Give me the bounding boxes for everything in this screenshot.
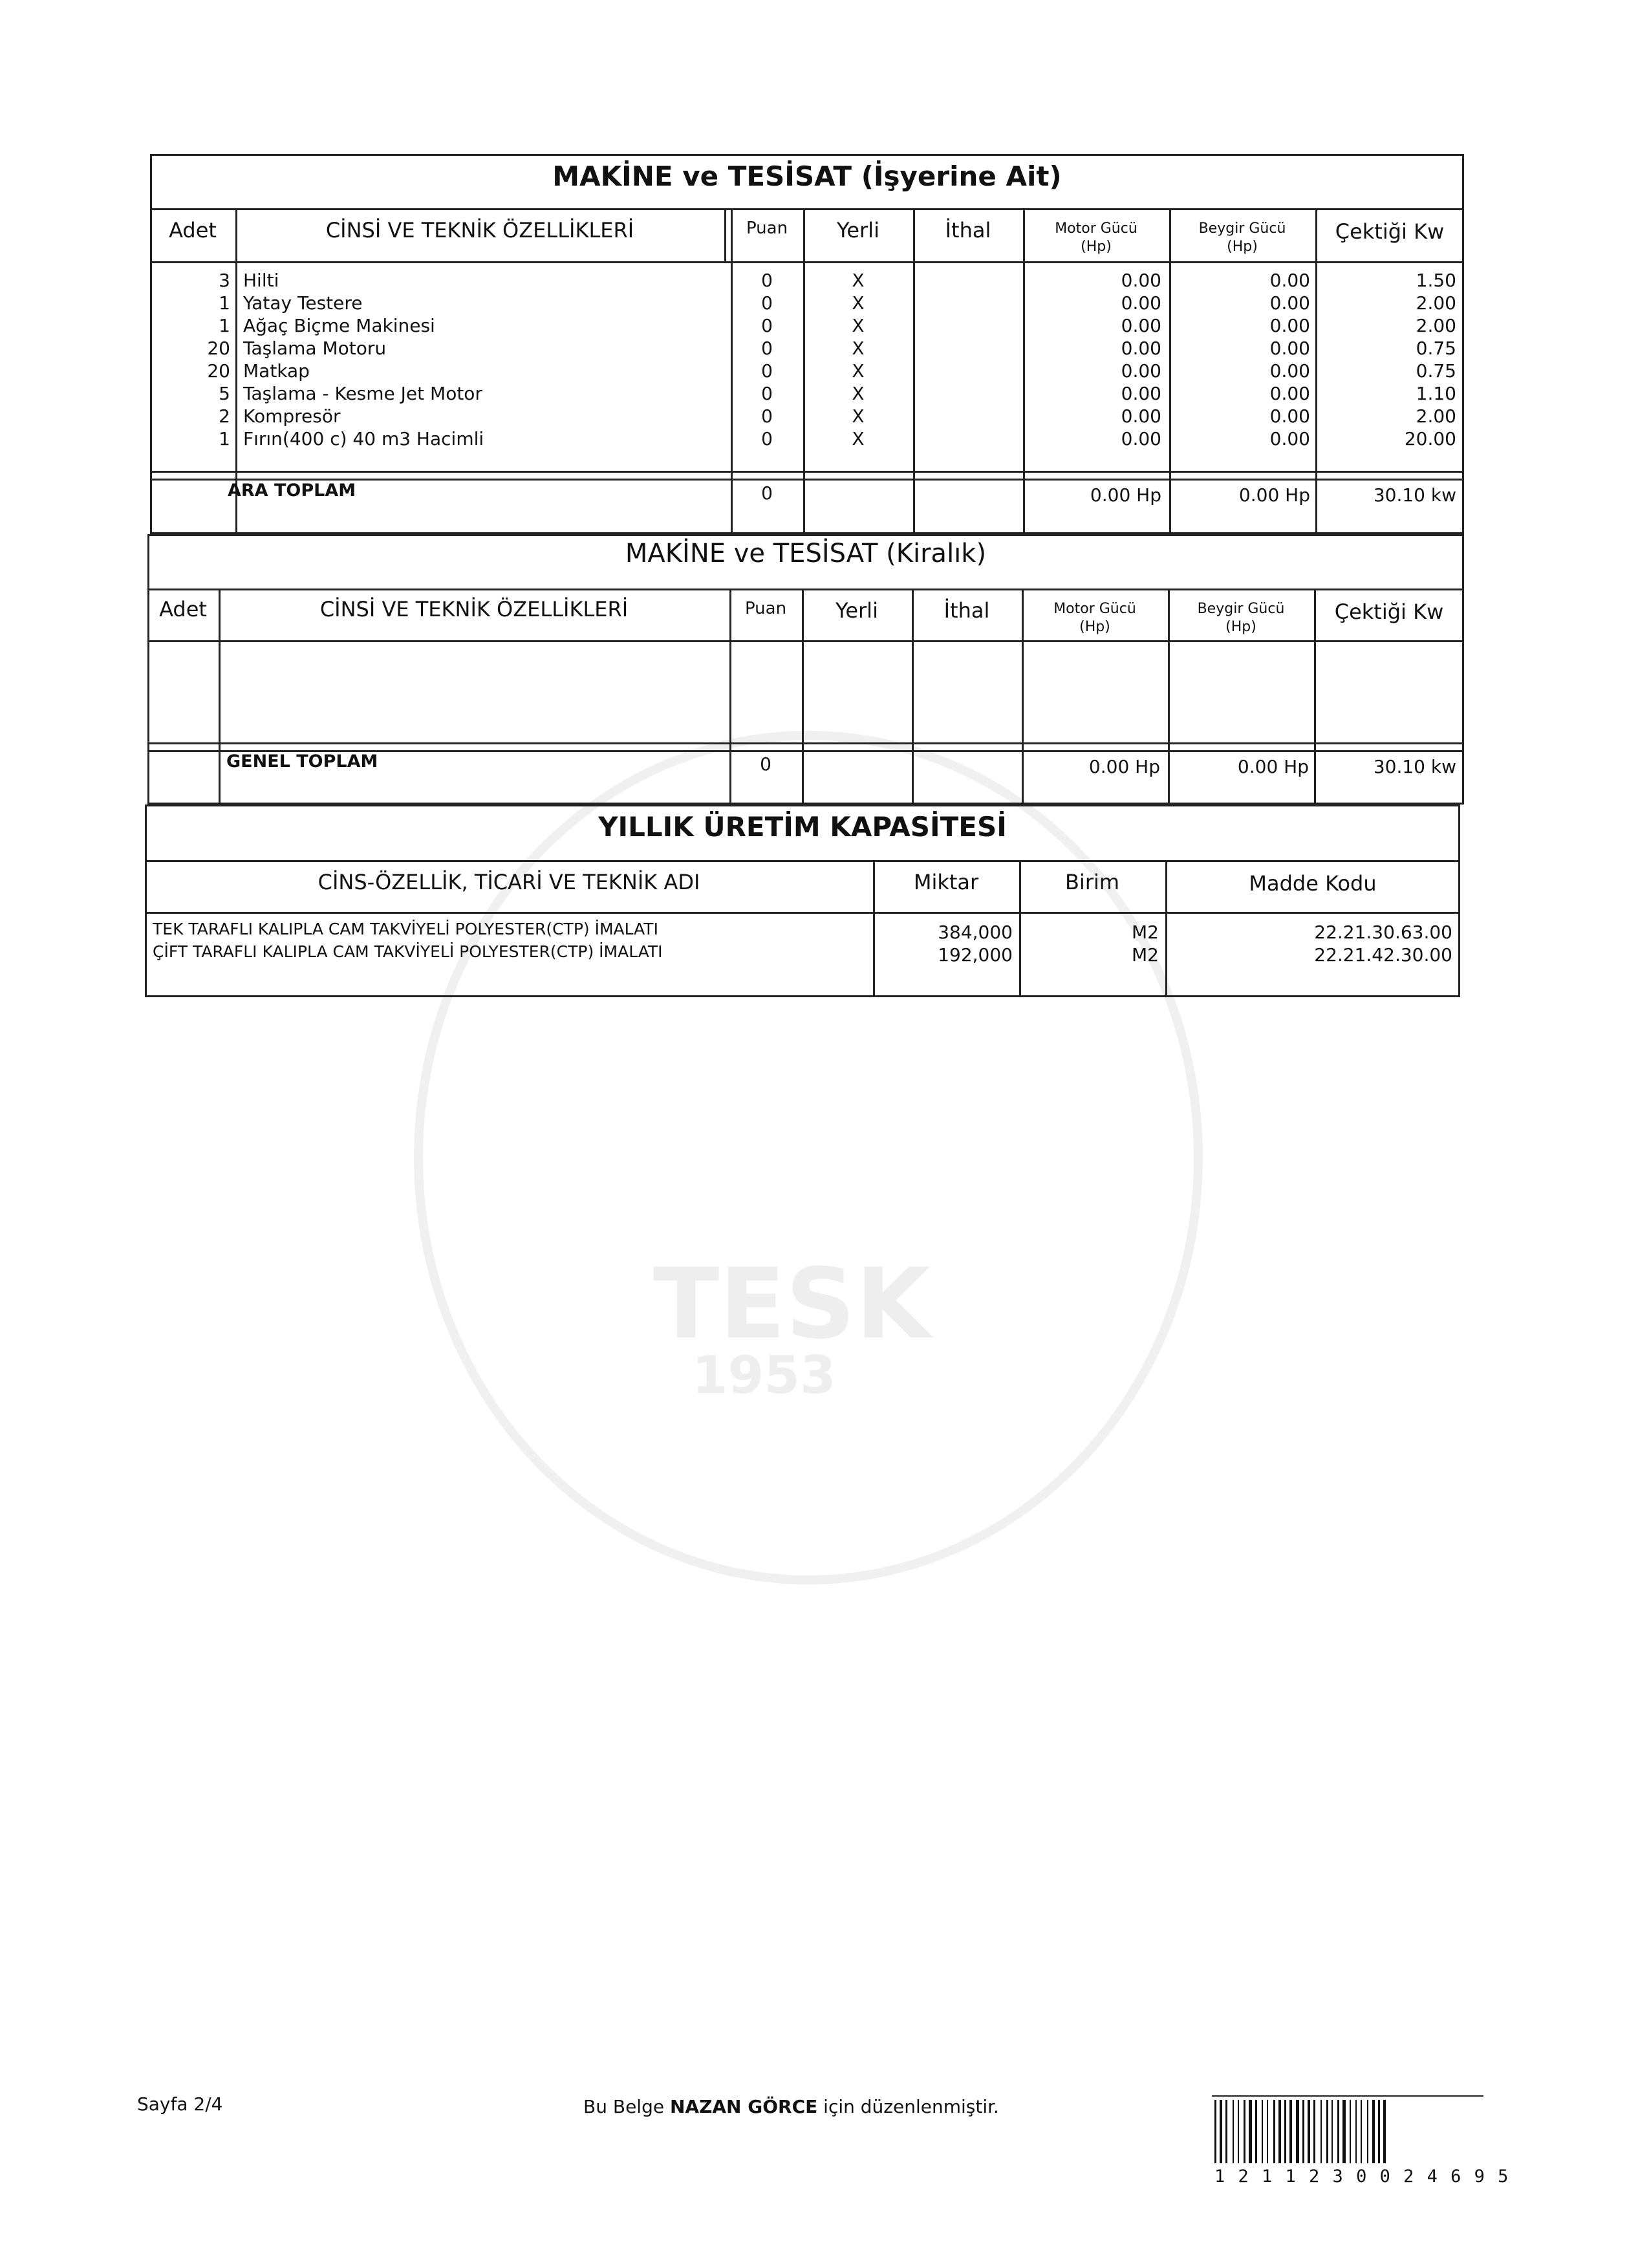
header-motor-line1: Motor Gücü (1055, 221, 1137, 237)
subtotal-label: ARA TOPLAM (228, 481, 356, 501)
row-motor: 0.00 (1121, 405, 1161, 427)
footer-note-name: NAZAN GÖRCE (669, 2096, 818, 2117)
rented-section-title: MAKİNE ve TESİSAT (Kiralık) (625, 539, 987, 568)
divider (147, 589, 1464, 590)
barcode-bar (1367, 2100, 1368, 2163)
barcode-bar (1278, 2100, 1281, 2163)
divider (150, 208, 1464, 210)
row-puan: 0 (761, 315, 773, 336)
barcode-bar (1313, 2100, 1315, 2163)
divider (219, 589, 221, 805)
rented-header-cinsi: CİNSİ VE TEKNİK ÖZELLİKLERİ (319, 597, 629, 621)
capacity-row-miktar: 384,000 (938, 922, 1013, 943)
row-motor: 0.00 (1121, 270, 1161, 291)
barcode-bar (1262, 2100, 1263, 2163)
barcode-bar (1296, 2100, 1299, 2163)
row-beygir: 0.00 (1269, 292, 1310, 314)
header-ithal: İthal (945, 218, 991, 243)
header-motor-line2: (Hp) (1081, 238, 1112, 255)
barcode-bar (1350, 2100, 1351, 2163)
barcode-bar (1342, 2100, 1346, 2163)
rented-header-beygir-gucu (1168, 600, 1314, 636)
capacity-section-title: YILLIK ÜRETİM KAPASİTESİ (598, 811, 1007, 843)
row-yerli: X (852, 405, 865, 427)
capacity-header-name: CİNS-ÖZELLİK, TİCARİ VE TEKNİK ADI (318, 870, 700, 894)
capacity-row-name: TEK TARAFLI KALIPLA CAM TAKVİYELİ POLYESTER(CTP) İMALATI (153, 920, 658, 938)
capacity-row-madde: 22.21.42.30.00 (1314, 944, 1452, 966)
header-motor-gucu (1023, 220, 1169, 255)
row-puan: 0 (761, 338, 773, 359)
row-yerli: X (852, 428, 865, 449)
row-kw: 2.00 (1416, 405, 1456, 427)
row-name: Matkap (243, 360, 310, 382)
rented-header-puan: Puan (744, 599, 787, 618)
header-beygir-line1: Beygir Gücü (1198, 221, 1286, 237)
rented-header-motor-line1: Motor Gücü (1053, 601, 1136, 617)
divider (147, 640, 1464, 642)
header-cinsi: CİNSİ VE TEKNİK ÖZELLİKLERİ (325, 218, 634, 243)
row-beygir: 0.00 (1269, 360, 1310, 382)
row-puan: 0 (761, 270, 773, 291)
divider (145, 912, 1460, 914)
grand-total-puan: 0 (760, 753, 771, 775)
row-beygir: 0.00 (1269, 338, 1310, 359)
row-motor: 0.00 (1121, 292, 1161, 314)
row-name: Fırın(400 c) 40 m3 Hacimli (243, 428, 484, 449)
barcode-image (1214, 2100, 1480, 2163)
rented-header-adet: Adet (159, 597, 207, 621)
watermark-letters: TESK (653, 1248, 931, 1361)
row-yerli: X (852, 338, 865, 359)
row-name: Taşlama - Kesme Jet Motor (243, 383, 482, 404)
barcode-bar (1238, 2100, 1239, 2163)
subtotal-beygir: 0.00 Hp (1238, 484, 1310, 506)
row-beygir: 0.00 (1269, 428, 1310, 449)
row-adet: 3 (219, 270, 230, 291)
barcode-bar (1284, 2100, 1286, 2163)
subtotal-motor: 0.00 Hp (1090, 484, 1161, 506)
barcode-bar (1267, 2100, 1268, 2163)
footer-note (583, 2098, 999, 2116)
row-adet: 1 (219, 315, 230, 336)
row-puan: 0 (761, 383, 773, 404)
subtotal-kw: 30.10 kw (1373, 484, 1456, 506)
divider (145, 860, 1460, 862)
barcode-bar (1225, 2100, 1227, 2163)
row-yerli: X (852, 270, 865, 291)
rented-header-motor-gucu (1022, 600, 1168, 636)
barcode-bar (1326, 2100, 1328, 2163)
row-name: Hilti (243, 270, 279, 291)
row-kw: 1.50 (1416, 270, 1456, 291)
rented-header-yerli: Yerli (835, 598, 878, 623)
capacity-header-birim: Birim (1064, 870, 1120, 894)
row-yerli: X (852, 360, 865, 382)
rented-header-cektigi-kw: Çektiği Kw (1334, 599, 1444, 624)
barcode-bar (1244, 2100, 1245, 2163)
capacity-header-madde-kodu: Madde Kodu (1249, 871, 1377, 896)
barcode-bar (1233, 2100, 1234, 2163)
rented-header-motor-line2: (Hp) (1079, 618, 1110, 635)
barcode-number: 1 2 1 1 2 3 0 0 2 4 6 9 5 (1214, 2166, 1510, 2187)
row-kw: 0.75 (1416, 360, 1456, 382)
row-beygir: 0.00 (1269, 405, 1310, 427)
row-puan: 0 (761, 405, 773, 427)
header-yerli: Yerli (837, 218, 879, 243)
grand-total-motor: 0.00 Hp (1088, 756, 1160, 777)
row-adet: 5 (219, 383, 230, 404)
barcode-bar (1289, 2100, 1292, 2163)
row-beygir: 0.00 (1269, 383, 1310, 404)
row-adet: 2 (219, 405, 230, 427)
barcode-bar (1255, 2100, 1257, 2163)
footer-note-suffix: için düzenlenmiştir. (823, 2096, 999, 2117)
barcode-bar (1337, 2100, 1339, 2163)
subtotal-puan: 0 (761, 482, 773, 504)
grand-total-label: GENEL TOPLAM (226, 751, 378, 772)
row-kw: 2.00 (1416, 315, 1456, 336)
row-puan: 0 (761, 360, 773, 382)
divider (150, 471, 1464, 473)
row-name: Yatay Testere (243, 292, 363, 314)
divider (150, 261, 1464, 263)
barcode-bar (1378, 2100, 1380, 2163)
row-motor: 0.00 (1121, 428, 1161, 449)
row-motor: 0.00 (1121, 315, 1161, 336)
row-name: Taşlama Motoru (243, 338, 387, 359)
barcode-bar (1214, 2100, 1216, 2163)
row-adet: 1 (219, 428, 230, 449)
row-kw: 20.00 (1404, 428, 1456, 449)
row-kw: 2.00 (1416, 292, 1456, 314)
footer-note-prefix: Bu Belge (583, 2096, 665, 2117)
capacity-row-birim: M2 (1132, 922, 1159, 943)
row-yerli: X (852, 292, 865, 314)
barcode-bar (1372, 2100, 1375, 2163)
divider (724, 208, 726, 261)
row-beygir: 0.00 (1269, 315, 1310, 336)
capacity-row-madde: 22.21.30.63.00 (1314, 922, 1452, 943)
header-beygir-gucu (1169, 220, 1315, 255)
row-yerli: X (852, 315, 865, 336)
divider (912, 589, 914, 805)
rented-header-ithal: İthal (943, 598, 990, 623)
capacity-row-name: ÇİFT TARAFLI KALIPLA CAM TAKVİYELİ POLYESTER(CTP) İMALATI (153, 942, 663, 961)
rented-header-beygir-line2: (Hp) (1225, 618, 1256, 635)
barcode-bar (1220, 2100, 1222, 2163)
row-adet: 1 (219, 292, 230, 314)
row-motor: 0.00 (1121, 338, 1161, 359)
row-beygir: 0.00 (1269, 270, 1310, 291)
capacity-header-miktar: Miktar (913, 870, 979, 894)
divider (1212, 2095, 1483, 2097)
capacity-row-birim: M2 (1132, 944, 1159, 966)
row-puan: 0 (761, 428, 773, 449)
barcode-bar (1308, 2100, 1310, 2163)
watermark-year: 1953 (692, 1345, 836, 1405)
row-kw: 1.10 (1416, 383, 1456, 404)
row-motor: 0.00 (1121, 383, 1161, 404)
barcode-bar (1331, 2100, 1333, 2163)
header-cektigi-kw: Çektiği Kw (1335, 219, 1445, 244)
row-puan: 0 (761, 292, 773, 314)
row-adet: 20 (207, 338, 230, 359)
row-adet: 20 (207, 360, 230, 382)
row-name: Ağaç Biçme Makinesi (243, 315, 435, 336)
header-beygir-line2: (Hp) (1227, 238, 1258, 255)
row-yerli: X (852, 383, 865, 404)
row-kw: 0.75 (1416, 338, 1456, 359)
grand-total-kw: 30.10 kw (1373, 756, 1456, 777)
rented-header-beygir-line1: Beygir Gücü (1197, 601, 1285, 617)
grand-total-beygir: 0.00 Hp (1237, 756, 1309, 777)
divider (147, 742, 1464, 744)
barcode-bar (1249, 2100, 1252, 2163)
barcode-bar (1361, 2100, 1362, 2163)
page-number: Sayfa 2/4 (137, 2093, 223, 2115)
barcode-bar (1320, 2100, 1322, 2163)
divider (913, 208, 915, 534)
row-name: Kompresör (243, 405, 341, 427)
owned-section-title: MAKİNE ve TESİSAT (İşyerine Ait) (552, 160, 1062, 192)
divider (802, 589, 804, 805)
header-adet: Adet (169, 218, 217, 243)
capacity-row-miktar: 192,000 (938, 944, 1013, 966)
barcode-bar (1383, 2100, 1386, 2163)
header-puan: Puan (746, 219, 788, 238)
row-motor: 0.00 (1121, 360, 1161, 382)
barcode-bar (1355, 2100, 1357, 2163)
barcode-bar (1273, 2100, 1275, 2163)
barcode-bar (1302, 2100, 1304, 2163)
